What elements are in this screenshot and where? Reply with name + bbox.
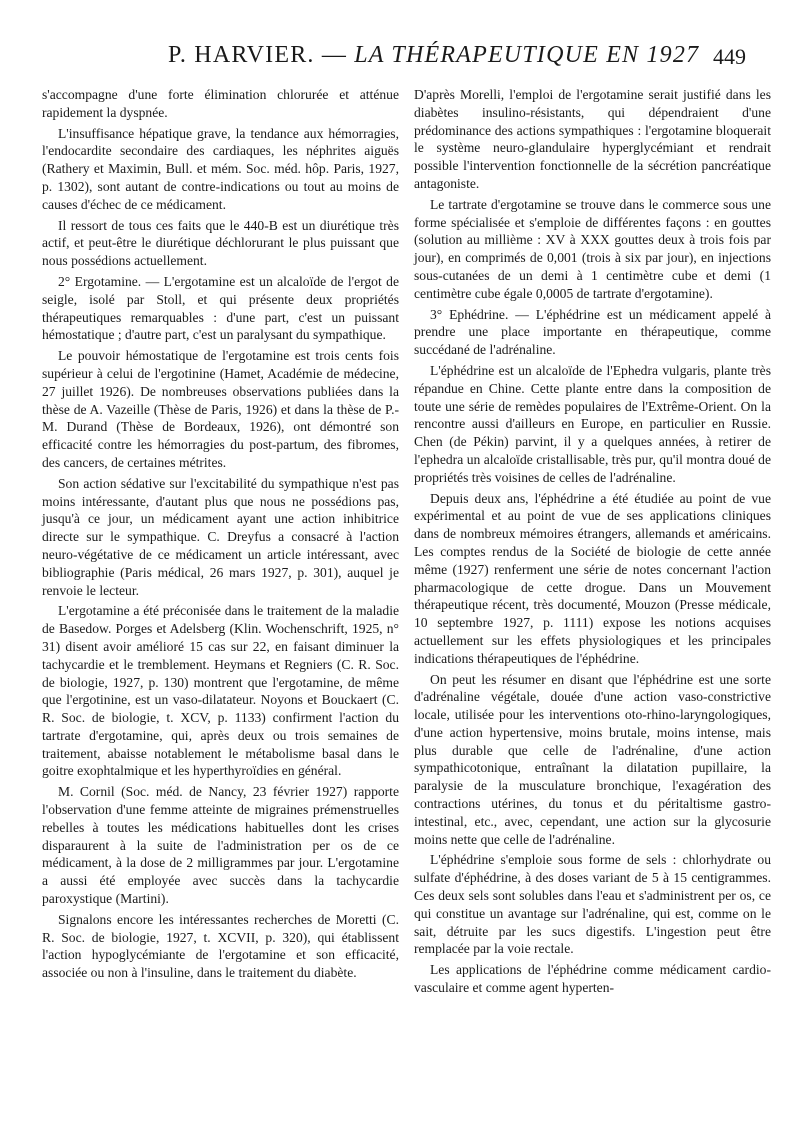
paragraph: On peut les résumer en disant que l'éphédrine est une sorte d'adrénaline végétale, douée d'une action vaso-constrictive locale, utilisée pour les interventions oto-rhino-laryngologiques, d'une action hypertensive, moins brutale, moins intense, mais plus durable que celle de l'adrénaline, d'une action sympathicotonique, entraînant la dilatation pupillaire, la paralysie de la musculature bronchique, l'exagération des contractions utérines, du tonus et du péritaltisme gastro-intestinal, etc., avec, cependant, une action sur la glycosurie moins nette que celle de l'adrénaline. [414,671,771,847]
paragraph: Son action sédative sur l'excitabilité du sympathique n'est pas moins intéressante, d'autant plus que nous ne possédions pas, jusqu'à ce jour, un médicament ayant une action inhibitrice directe sur le sympathique. C. Dreyfus a consacré à l'action neuro-végétative de ce médicament un article intéressant, avec bibliographie (Paris médical, 26 mars 1927, p. 301), auquel je renvoie le lecteur. [42,475,399,598]
paragraph: 2° Ergotamine. — L'ergotamine est un alcaloïde de l'ergot de seigle, isolé par Stoll, et qui présente deux propriétés thérapeutiques remarquables : d'une part, c'est un puissant hémostatique ; d'autre part, c'est un paralysant du sympathique. [42,273,399,343]
right-column [414,86,771,997]
paragraph: Le pouvoir hémostatique de l'ergotamine est trois cents fois supérieur à celui de l'ergotinine (Hamet, Académie de médecine, 27 juillet 1926). De nombreuses observations publiées dans la thèse de A. Vazeille (Thèse de Paris, 1926) et dans la thèse de P.-M. Durand (Thèse de Bordeaux, 1926), ont démontré son efficacité contre les hémorragies du post-partum, des fibromes, des cancers, de certaines métrites. [42,348,399,470]
paragraph: s'accompagne d'une forte élimination chlorurée et atténue rapidement la dyspnée. [42,87,399,120]
page-number: 449 [713,44,746,69]
header-author: P. HARVIER. [168,42,315,68]
paragraph: Le tartrate d'ergotamine se trouve dans le commerce sous une forme spécialisée et s'emploie de différentes façons : en gouttes (solution au millième : XV à XXX gouttes deux à trois fois par jour), en comprimés de 0,001 (trois à six par jour), en injections sous-cutanées de un demi à 1 centimètre cube et demi (1 centimètre cube égale 0,0005 de tartrate d'ergotamine). [414,196,771,301]
header-book-title: LA THÉRAPEUTIQUE EN 1927 [354,42,700,68]
paragraph: M. Cornil (Soc. méd. de Nancy, 23 février 1927) rapporte l'observation d'une femme atteinte de migraines prémenstruelles rebelles à toutes les médications habituelles dont les crises disparaurent à la suite de l'administration per os de ce médicament, à la dose de 2 milligrammes par jour. L'ergotamine a aussi été employée avec succès dans la tachycardie paroxystique (Martini). [42,784,399,907]
paragraph: L'insuffisance hépatique grave, la tendance aux hémorragies, l'endocardite secondaire des cardiaques, les néphrites aiguës (Rathery et Maximin, Bull. et mém. Soc. méd. hôp. Paris, 1927, p. 1302), sont autant de contre-indications ou tout au moins de causes d'échec de ce médicament. [42,125,399,212]
paragraph: D'après Morelli, l'emploi de l'ergotamine serait justifié dans les diabètes insulino-résistants, qui dépendraient d'une prédominance des actions sympathiques : l'ergotamine bloquerait le système neuro-glandulaire hyperglycémiant et rendrait possible l'intervention fonctionnelle de la sécrétion pancréatique antagoniste. [414,87,771,191]
paragraph: 3° Ephédrine. — L'éphédrine est un médicament appelé à prendre une place importante en thérapeutique, comme succédané de l'adrénaline. [414,306,771,358]
paragraph: L'ergotamine a été préconisée dans le traitement de la maladie de Basedow. Porges et Adelsberg (Klin. Wochenschrift, 1925, n° 31) disent avoir amélioré 15 cas sur 22, en faisant diminuer la tachycardie et le tremblement. Heymans et Regniers (C. R. Soc. de biologie, 1927, p. 130) montrent que l'ergotamine, de même que l'ergotinine, est un vaso-dilatateur. Noyons et Bouckaert (C. R. Soc. de biologie, t. XCV, p. 1133) confirment l'action du tartrate d'ergotamine, qui, après deux ou trois semaines de traitement, abaisse notablement le métabolisme basal dans le goitre exophtalmique et les hyperthyroïdies en général. [42,603,399,779]
paragraph: Depuis deux ans, l'éphédrine a été étudiée au point de vue expérimental et au point de vue de ses applications cliniques dans de nombreux mémoires étrangers, allemands et américains. Les comptes rendus de la Société de biologie de cette année même (1927) renferment une série de notes concernant l'action pharmacologique de cette drogue. Dans un Mouvement thérapeutique récent, très documenté, Mouzon (Presse médicale, 10 septembre 1927, p. 1111) expose les notions acquises actuellement sur les effets physiologiques et les principales indications thérapeutiques de l'éphédrine. [414,490,771,666]
paragraph: Les applications de l'éphédrine comme médicament cardio-vasculaire et comme agent hyperten- [414,962,771,996]
paragraph: Signalons encore les intéressantes recherches de Moretti (C. R. Soc. de biologie, 1927, t. XCVII, p. 320), qui établissent l'action hypoglycémiante de l'ergotamine et son efficacité, associée ou non à l'insuline, dans le traitement du diabète. [42,911,399,981]
header-separator: — [314,42,355,68]
left-column [42,86,399,982]
paragraph: L'éphédrine est un alcaloïde de l'Ephedra vulgaris, plante très répandue en Chine. Cette plante entre dans la composition de toute une série de remèdes populaires de l'Extrême-Orient. On la rencontre aussi d'ailleurs en Europe, en particulier en Russie. Chen (de Pékin) parvint, il y a quelques années, à retirer de l'ephedra un alcaloïde cristallisable, très pur, qu'il montra doué de propriétés très voisines de celles de l'adrénaline. [414,362,771,485]
paragraph: Il ressort de tous ces faits que le 440-B est un diurétique très actif, et peut-être le diurétique déchlorurant le plus puissant que nous possédions actuellement. [42,217,399,269]
running-head [60,42,760,78]
paragraph: L'éphédrine s'emploie sous forme de sels : chlorhydrate ou sulfate d'éphédrine, à des doses variant de 5 à 15 centigrammes. Ces deux sels sont solubles dans l'eau et s'administrent per os, ce qui constitue un avantage sur l'adrénaline, qui est, comme on le sait, détruite par les sucs digestifs. L'ingestion peut être remplacée par la voie rectale. [414,852,771,957]
running-title [168,42,699,69]
